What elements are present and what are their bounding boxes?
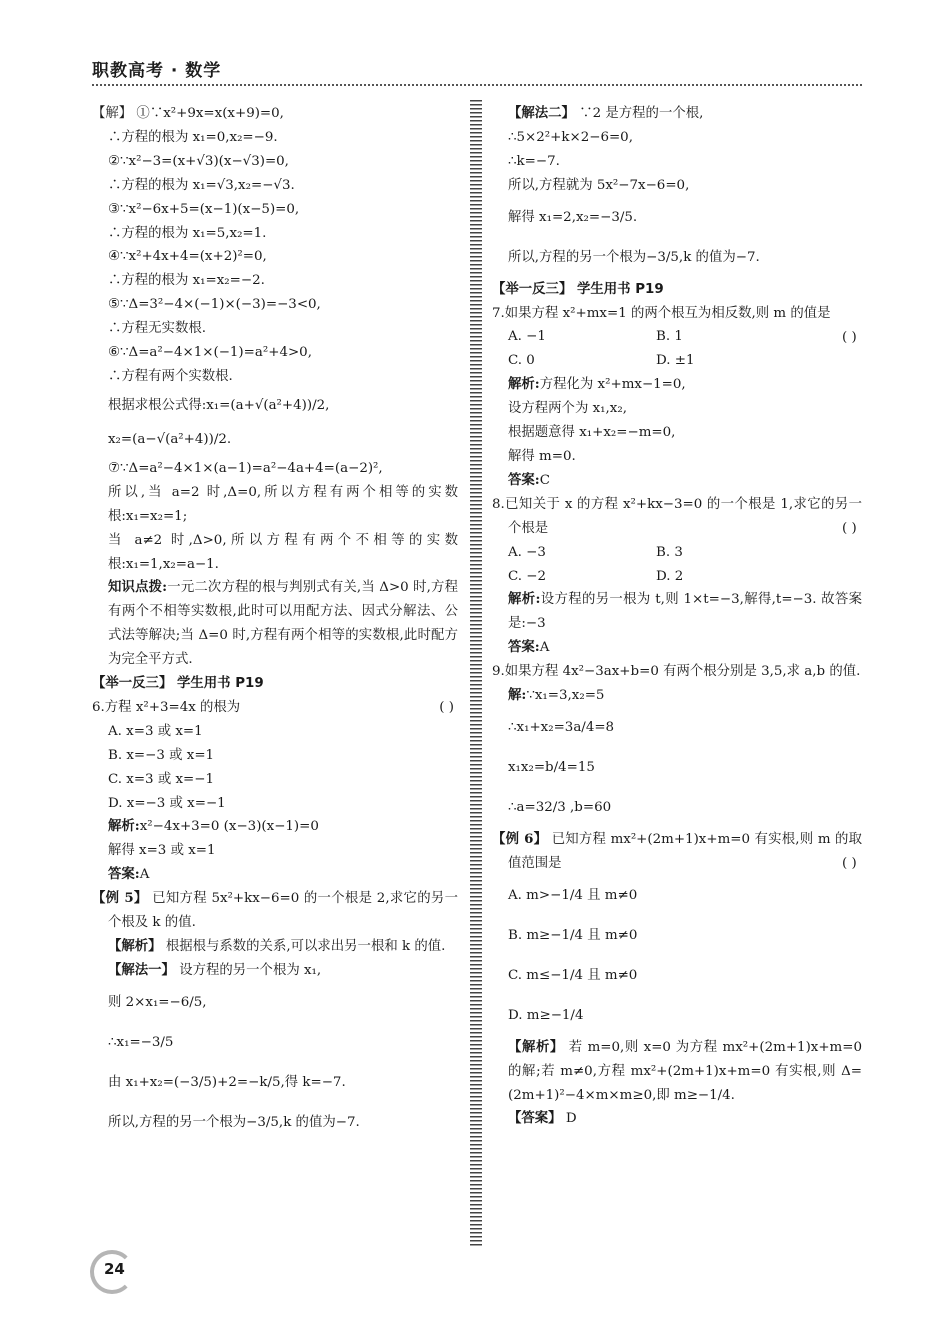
example-label: 【例 6】 [492,830,548,847]
option: D. ±1 [656,353,695,369]
options-row [492,349,862,373]
analysis-line [492,588,862,636]
solution-line: ⑥∵Δ=a²−4×1×(−1)=a²+4>0, [108,345,312,361]
question-6 [92,696,458,720]
solution-line: 所以,方程就为 5x²−7x−6=0, [508,177,690,193]
solution-line [492,684,862,708]
example-text: 已知方程 5x²+kx−6=0 的一个根是 2,求它的另一个根及 k 的值. [108,891,458,931]
option: D. m≥−1/4 [508,1007,584,1023]
question-text: 6.方程 x²+3=4x 的根为 [92,699,241,715]
solution-line: x₂=(a−√(a²+4))/2. [108,431,232,447]
analysis-line: 根据题意得 x₁+x₂=−m=0, [508,425,676,441]
solution-line: 所以,方程的另一个根为−3/5,k 的值为−7. [108,1114,360,1130]
solution-line: 根据求根公式得:x₁=(a+√(a²+4))/2, [108,397,330,413]
question-text: 8.已知关于 x 的方程 x²+kx−3=0 的一个根是 1,求它的另一个根是 [492,496,862,536]
example-6: 【例 6】 已知方程 mx²+(2m+1)x+m=0 有实根,则 m 的取值范围是 ( ) [492,830,862,871]
option: A. −3 [508,544,546,560]
page-number-badge [90,1250,132,1292]
right-column [492,102,862,1131]
option: B. m≥−1/4 且 m≠0 [508,927,638,943]
analysis-line: 解得 m=0. [508,448,576,464]
solution-line: ∴k=−7. [508,153,560,169]
solution-line: 所以,当 a=2 时,Δ=0,所以方程有两个相等的实数根:x₁=x₂=1; [108,484,458,524]
analysis-label: 解析: [108,818,140,835]
solution-line: ⑤∵Δ=3²−4×(−1)×(−3)=−3<0, [108,297,321,313]
analysis-line: 解得 x=3 或 x=1 [108,843,216,859]
solution-line: ∴a=32/3 ,b=60 [508,799,612,815]
analysis-label: 【解析】 [508,1038,564,1055]
analysis-label: 【解析】 [108,938,162,954]
example-text: 已知方程 mx²+(2m+1)x+m=0 有实根,则 m 的取值范围是 [508,831,862,871]
solution-line: 解得 x₁=2,x₂=−3/5. [508,209,638,225]
method-label: 【解法一】 [108,961,175,978]
question-8: 8.已知关于 x 的方程 x²+kx−3=0 的一个根是 1,求它的另一个根是 ( ) [492,496,862,536]
analysis-text: 若 m=0,则 x=0 为方程 mx²+(2m+1)x+m=0 的解;若 m≠0,方程 mx²+(2m+1)x+m=0 有实根,则 Δ=(2m+1)²−4×m×m≥0,即 m≥−1/4. [508,1039,862,1103]
option: D. x=−3 或 x=−1 [108,795,226,811]
question-9: 9.如果方程 4x²−3ax+b=0 有两个根分别是 3,5,求 a,b 的值. [492,664,861,680]
answer-label: 答案: [508,471,540,488]
solution-line: ∴x₁=−3/5 [108,1034,174,1050]
solution-line: ⑦∵Δ=a²−4×1×(a−1)=a²−4a+4=(a−2)², [108,460,383,476]
solution-line: ∴方程有两个实数根. [108,368,233,384]
answer-value: C [539,472,550,488]
analysis-text: 方程化为 x²+mx−1=0, [539,377,686,393]
answer-value: A [539,640,550,656]
page-number: 24 [104,1260,125,1278]
knowledge-label: 知识点拨: [108,579,168,596]
solution-line: 由 x₁+x₂=(−3/5)+2=−k/5,得 k=−7. [108,1074,346,1090]
page-header [92,52,862,92]
example-5 [92,887,458,935]
knowledge-note [92,576,458,672]
practice-heading: 【举一反三】 学生用书 P19 [92,676,264,692]
solution-line: ∴方程的根为 x₁=x₂=−2. [108,273,265,289]
answer-label: 【答案】 [508,1110,562,1127]
analysis-line: 设方程两个为 x₁,x₂, [508,401,627,417]
solution-line: ∴5×2²+k×2−6=0, [508,129,633,145]
solution-line: 当 a≠2 时,Δ>0,所以方程有两个不相等的实数根:x₁=1,x₂=a−1. [108,532,458,572]
analysis-label: 解析: [508,376,540,393]
option: D. 2 [656,568,684,584]
question-7: 7.如果方程 x²+mx=1 的两个根互为相反数,则 m 的值是 ( ) [492,305,857,345]
left-column [92,102,458,1143]
solution-line: 【解】 ①∵x²+9x=x(x+9)=0, [92,106,284,121]
analysis-text: x²−4x+3=0 (x−3)(x−1)=0 [139,819,319,835]
answer-line [492,636,862,660]
example-analysis [92,935,458,959]
method-text: 设方程的另一个根为 x₁, [179,962,322,978]
option: C. m≤−1/4 且 m≠0 [508,967,638,983]
option: A. −1 [508,329,546,345]
answer-value: A [139,867,150,883]
solution-line: 所以,方程的另一个根为−3/5,k 的值为−7. [508,249,760,265]
method-2 [492,102,862,126]
options-row [492,325,862,349]
answer-value: D [565,1111,577,1127]
solution-line: ③∵x²−6x+5=(x−1)(x−5)=0, [108,201,300,217]
example-label: 【例 5】 [92,890,148,907]
solution-text: ∵x₁=3,x₂=5 [526,688,605,704]
solution-line: x₁x₂=b/4=15 [508,759,595,775]
answer-label: 答案: [508,639,540,656]
answer-line [92,863,458,887]
solution-line: ②∵x²−3=(x+√3)(x−√3)=0, [108,153,289,169]
question-text: 7.如果方程 x²+mx=1 的两个根互为相反数,则 m 的值是 [492,305,831,321]
answer-label: 答案: [108,866,140,883]
solution-line: ④∵x²+4x+4=(x+2)²=0, [108,249,267,265]
solution-line: ∴方程的根为 x₁=√3,x₂=−√3. [108,177,295,193]
options-row [492,541,862,565]
analysis-label: 解析: [508,591,541,608]
option: B. x=−3 或 x=1 [108,747,215,763]
analysis-text: 设方程的另一根为 t,则 1×t=−3,解得,t=−3. 故答案是:−3 [508,592,862,632]
option: C. x=3 或 x=−1 [108,771,214,787]
solution-line: ∴方程的根为 x₁=5,x₂=1. [108,225,267,241]
option: B. 3 [656,544,683,560]
analysis-line [92,815,458,839]
solution-line: ∴方程的根为 x₁=0,x₂=−9. [108,129,278,145]
answer-line [492,1107,862,1131]
solution-line: 则 2×x₁=−6/5, [108,994,207,1010]
option: A. x=3 或 x=1 [108,723,203,739]
knowledge-text: 一元二次方程的根与判别式有关,当 Δ>0 时,方程有两个不相等实数根,此时可以用配方法、因式分解法、公式法等解决;当 Δ=0 时,方程有两个相等的实数根,此时配方为完全平方式. [108,580,458,668]
option: C. 0 [508,353,535,369]
practice-heading: 【举一反三】 学生用书 P19 [492,281,664,297]
method-label: 【解法二】 [508,105,575,121]
analysis-line [492,373,862,397]
solution-line: ∴方程无实数根. [108,321,206,337]
analysis-text: 根据根与系数的关系,可以求出另一根和 k 的值. [165,939,446,954]
method-text: ∵2 是方程的一个根, [579,106,704,121]
option: A. m>−1/4 且 m≠0 [508,887,638,903]
options-row [492,565,862,589]
method-1 [92,959,458,983]
solution-label: 解: [508,687,527,704]
answer-line [492,469,862,493]
header-rule [92,84,862,86]
option: B. 1 [656,329,683,345]
answer-paren: ( ) [439,699,454,715]
column-divider [470,100,482,1248]
option: C. −2 [508,568,547,584]
header-title: 职教高考 · 数学 [92,61,222,81]
example-analysis [492,1036,862,1108]
solution-line: ∴x₁+x₂=3a/4=8 [508,719,615,735]
